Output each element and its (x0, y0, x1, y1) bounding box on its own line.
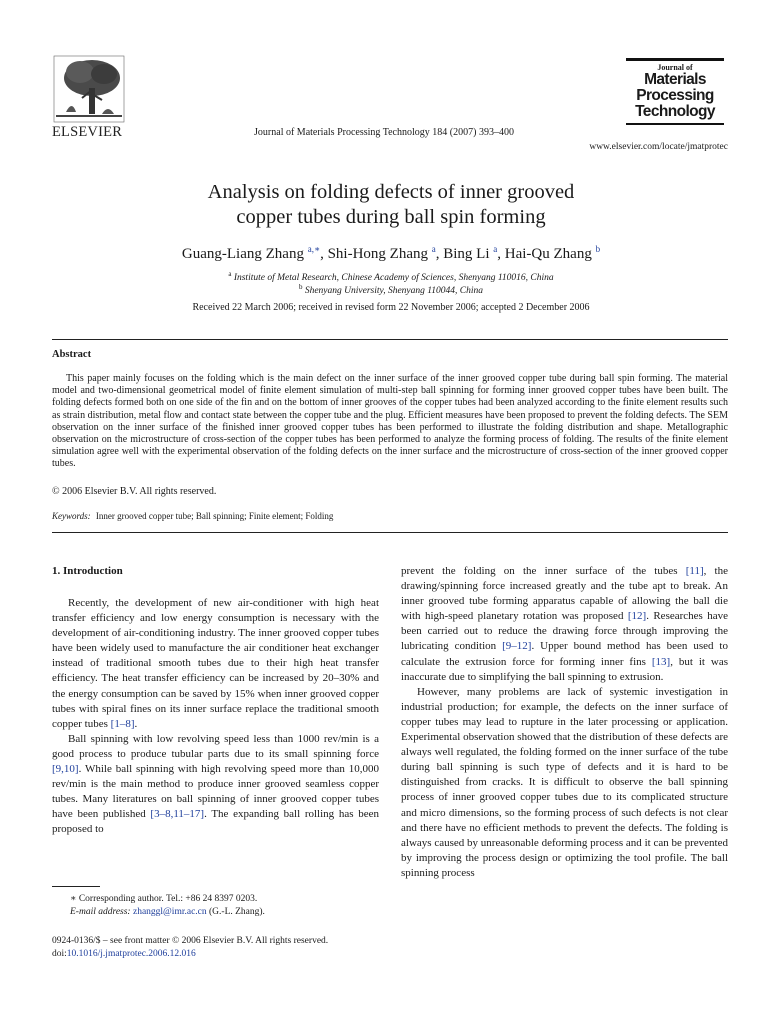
section-heading-introduction: 1. Introduction (52, 565, 123, 577)
citation-link[interactable]: [9,10] (52, 763, 79, 776)
intro-paragraph: Ball spinning with low revolving speed less than 1000 rev/min is a good process to produce tubular parts due to its small spinning force [9,10]. While ball spinning with high revolving speed more than 10,000 rev/min is the main method to produce inner grooved seamless copper tubes. Many literatures on ball spinning of inner grooved copper tubes have been published [3–8,11–17]. The expanding ball rolling has been proposed to (52, 732, 379, 836)
author-affiliation-mark[interactable]: a (431, 244, 436, 254)
journal-of-label: Journal of (657, 63, 693, 72)
email-label: E-mail address: (70, 907, 131, 917)
footnote-star: ∗ (70, 894, 77, 904)
abstract-heading: Abstract (52, 349, 92, 360)
footnote-corresponding: Corresponding author. Tel.: +86 24 8397 0203. (78, 894, 258, 904)
journal-url[interactable]: www.elsevier.com/locate/jmatprotec (589, 142, 728, 152)
journal-word-technology: Technology (635, 103, 715, 120)
keywords-text: Inner grooved copper tube; Ball spinning; Finite element; Folding (95, 511, 334, 521)
abstract-copyright: © 2006 Elsevier B.V. All rights reserved. (52, 486, 217, 497)
left-column (52, 596, 379, 838)
doi-label: doi: (52, 949, 67, 959)
author-list: Guang-Liang Zhang $^{a,∗}$, Shi-Hong Zhang $^a$, Bing Li $^a$, Hai-Qu Zhang $^b$ (181, 244, 601, 262)
affiliation-text: Shenyang University, Shenyang 110044, China (304, 286, 484, 297)
received-dates: Received 22 March 2006; received in revised form 22 November 2006; accepted 2 December 2006 (192, 302, 590, 313)
elsevier-tree-logo (52, 54, 126, 126)
citation-link[interactable]: [12] (627, 610, 647, 623)
corresponding-author-footnote (52, 893, 265, 919)
paper-title-line-1: Analysis on folding defects of inner grooved (207, 181, 575, 203)
affiliation-a (0, 270, 768, 283)
citation-link[interactable]: [11] (685, 565, 704, 577)
journal-word-processing: Processing (636, 87, 714, 104)
journal-title-box (626, 58, 724, 125)
paper-title-line-2: copper tubes during ball spin forming (236, 206, 546, 228)
author-name: Guang-Liang Zhang (181, 246, 304, 262)
citation-link[interactable]: [13] (651, 655, 671, 668)
intro-paragraph: Recently, the development of new air-conditioner with high heat transfer efficiency and low energy consumption is necessary with the development of air-conditioning industry. The inner grooved copper tubes have been widely used to manufacture the air conditioner heat exchanger instead of traditional smooth tubes due to their high heat transfer efficiency. The heat transfer efficiency can be increased by 20–30% and the energy consumption can be saved by 15% when inner grooved copper tubes with spiral fines on its inner surface replace the traditional smooth copper tubes [1–8]. (52, 597, 379, 730)
author-name: Hai-Qu Zhang (504, 246, 592, 262)
author-affiliation-mark[interactable]: a,∗ (307, 244, 321, 254)
author-affiliation-mark[interactable]: b (595, 244, 601, 254)
affiliation-b (0, 283, 768, 296)
affiliation-mark: b (298, 283, 303, 291)
email-link[interactable]: zhanggl@imr.ac.cn (132, 907, 207, 917)
footnote-divider (52, 886, 100, 887)
affiliation-mark: a (228, 270, 232, 278)
right-column (401, 564, 728, 881)
bottom-publication-info (52, 935, 328, 961)
divider (52, 339, 728, 340)
journal-word-materials: Materials (644, 71, 706, 88)
issn-line: 0924-0136/$ – see front matter © 2006 Elsevier B.V. All rights reserved. (52, 936, 329, 946)
citation-link[interactable]: [3–8,11–17] (150, 808, 205, 821)
author-name: Shi-Hong Zhang (327, 246, 428, 262)
divider (52, 532, 728, 533)
author-name: Bing Li (443, 246, 490, 262)
publisher-name: ELSEVIER (52, 124, 123, 140)
email-suffix: (G.-L. Zhang). (206, 907, 265, 917)
keywords-line (52, 511, 333, 521)
citation-link[interactable]: [1–8] (110, 717, 135, 730)
journal-citation: Journal of Materials Processing Technology 184 (2007) 393–400 (254, 127, 514, 138)
affiliation-text: Institute of Metal Research, Chinese Academy of Sciences, Shenyang 110016, China (233, 273, 554, 284)
author-affiliation-mark[interactable]: a (493, 244, 498, 254)
paper-title (0, 180, 768, 230)
keywords-label: Keywords: (52, 511, 91, 521)
doi-link[interactable]: 10.1016/j.jmatprotec.2006.12.016 (66, 949, 196, 959)
citation-link[interactable]: [9–12] (502, 640, 532, 653)
abstract-body: This paper mainly focuses on the folding which is the main defect on the inner surface of the inner grooved copper tube during ball spin forming. The material model and two-dimensional geometrical model of finite element simulation of multi-step ball spinning for forming inner grooved copper tubes have been built. The folding defects formed both on one side of the fin and on the bottom of inner grooves of the copper tubes had been analyzed according to the finite element results such as strain distribution, metal flow and contact state between the copper tube and the plug. Efficient measures have been proposed to prevent the folding defects. The SEM observation on the inner surface of the finished inner grooved copper tubes has been performed to illustrate the folding distribution and shape. Metallographic observation on the microstructure of cross-section of the copper tubes has been performed to analyze the forming process of folding. The results of the finite element simulation agree well with the experimental observation of the folding defects on the inner surface and the microstructure of cross-section of the inner grooved copper tubes. (52, 373, 728, 470)
intro-paragraph: prevent the folding on the inner surface of the tubes [11], the drawing/spinning force increased greatly and the tube apt to break. An inner grooved tube forming apparatus capable of allowing the ball die with high-speed planetary rotation was proposed [12]. Researches have been carried out to reduce the drawing force through improving the lubricating condition [9–12]. Upper bound method has been used to calculate the extrusion force for forming inner fins [13], but it was inaccurate due to simplifying the ball spinning to extrusion. (401, 565, 728, 683)
intro-paragraph: However, many problems are lack of systemic investigation in industrial production; for example, the defects on the inner surface of copper tubes may lead to rupture in the later processing or application. Experimental observation showed that the distribution of these defects are always well regulated, the folding formed on the inner surface of the tube during ball spinning is such type of defects and it is hard to be distinguished from cracks. It is difficult to observe the ball spinning process of inner grooved copper tubes due to its complicated structure and micro dimensions, so the forming process of such defects is not clear and there have no efficient methods to prevent the defects. The folding is always caused by unreasonable deforming process and it can be prevented by improving the process design or optimizing the tool profile. The ball spinning process (401, 685, 728, 879)
